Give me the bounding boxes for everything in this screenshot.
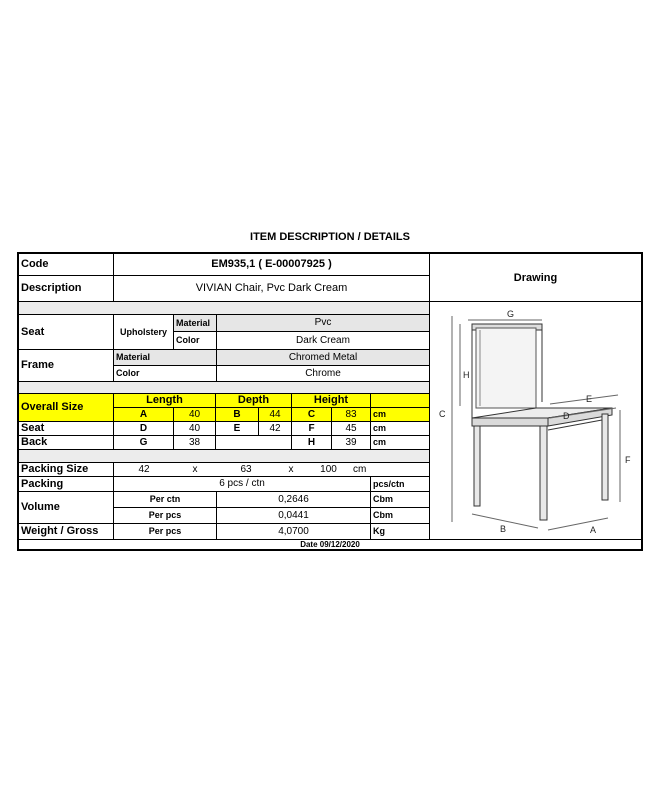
document-title: ITEM DESCRIPTION / DETAILS [250, 231, 410, 243]
seat-size-label: Seat [19, 422, 114, 436]
seat-height-value: 45 [332, 422, 371, 436]
volume-per-pcs-value: 0,0441 [217, 508, 371, 524]
weight-per-label: Per pcs [114, 524, 217, 539]
seat-material-value: Pvc [217, 315, 430, 332]
packing-size-label: Packing Size [19, 463, 114, 477]
overall-unit: cm [371, 408, 430, 422]
packing-size-unit: cm [351, 463, 430, 477]
back-length-value: 38 [174, 436, 216, 450]
weight-label: Weight / Gross [19, 524, 114, 539]
frame-material-label: Material [114, 350, 217, 366]
seat-unit: cm [371, 422, 430, 436]
overall-length-value: 40 [174, 408, 216, 422]
volume-per-ctn-value: 0,2646 [217, 492, 371, 508]
weight-value: 4,0700 [217, 524, 371, 539]
overall-depth-code: B [216, 408, 259, 422]
seat-depth-code: E [216, 422, 259, 436]
seat-length-code: D [114, 422, 174, 436]
packing-value: 6 pcs / ctn [114, 477, 371, 492]
frame-color-value: Chrome [217, 366, 430, 382]
packing-size-length: 42 [114, 463, 174, 477]
back-height-code: H [292, 436, 332, 450]
packing-size-x2: x [276, 463, 306, 477]
dim-letter-g: G [507, 309, 515, 319]
depth-header: Depth [216, 394, 292, 408]
chair-dimension-drawing [430, 302, 641, 539]
back-unit: cm [371, 436, 430, 450]
seat-length-value: 40 [174, 422, 216, 436]
volume-per-ctn-unit: Cbm [371, 492, 430, 508]
height-header: Height [292, 394, 371, 408]
packing-size-width: 63 [216, 463, 276, 477]
seat-material-label: Material [174, 315, 217, 332]
dim-letter-d: D [563, 411, 570, 421]
volume-label: Volume [19, 492, 114, 524]
overall-size-label: Overall Size [19, 394, 114, 422]
drawing-label: Drawing [430, 254, 641, 302]
volume-per-pcs-unit: Cbm [371, 508, 430, 524]
description-value: VIVIAN Chair, Pvc Dark Cream [114, 276, 430, 302]
volume-per-pcs-label: Per pcs [114, 508, 217, 524]
dim-letter-e: E [586, 394, 593, 404]
back-size-label: Back [19, 436, 114, 450]
frame-material-value: Chromed Metal [217, 350, 430, 366]
seat-color-label: Color [174, 332, 217, 350]
overall-height-value: 83 [332, 408, 371, 422]
seat-label: Seat [19, 315, 114, 350]
date-bar: Date 09/12/2020 [19, 539, 641, 549]
seat-height-code: F [292, 422, 332, 436]
volume-per-ctn-label: Per ctn [114, 492, 217, 508]
code-value: EM935,1 ( E-00007925 ) [114, 254, 430, 276]
item-details-sheet [17, 252, 643, 551]
dim-letter-a: A [590, 525, 597, 535]
upholstery-label: Upholstery [114, 315, 174, 350]
dim-letter-h: H [463, 370, 470, 380]
seat-color-value: Dark Cream [217, 332, 430, 350]
overall-depth-value: 44 [259, 408, 292, 422]
packing-size-height: 100 [306, 463, 351, 477]
packing-unit: pcs/ctn [371, 477, 430, 492]
weight-unit: Kg [371, 524, 430, 539]
frame-color-label: Color [114, 366, 217, 382]
description-label: Description [19, 276, 114, 302]
packing-size-x1: x [174, 463, 216, 477]
overall-length-code: A [114, 408, 174, 422]
dim-letter-c: C [439, 409, 446, 419]
spacer-row [19, 302, 430, 315]
back-height-value: 39 [332, 436, 371, 450]
dim-letter-f: F [625, 455, 631, 465]
chair-drawing [430, 302, 641, 539]
code-label: Code [19, 254, 114, 276]
overall-height-code: C [292, 408, 332, 422]
packing-label: Packing [19, 477, 114, 492]
spacer-row [19, 450, 430, 463]
spacer-row [19, 382, 430, 394]
back-length-code: G [114, 436, 174, 450]
length-header: Length [114, 394, 216, 408]
back-depth-blank [216, 436, 292, 450]
dim-letter-b: B [500, 524, 507, 534]
frame-label: Frame [19, 350, 114, 382]
header-unit-blank [371, 394, 430, 408]
seat-depth-value: 42 [259, 422, 292, 436]
